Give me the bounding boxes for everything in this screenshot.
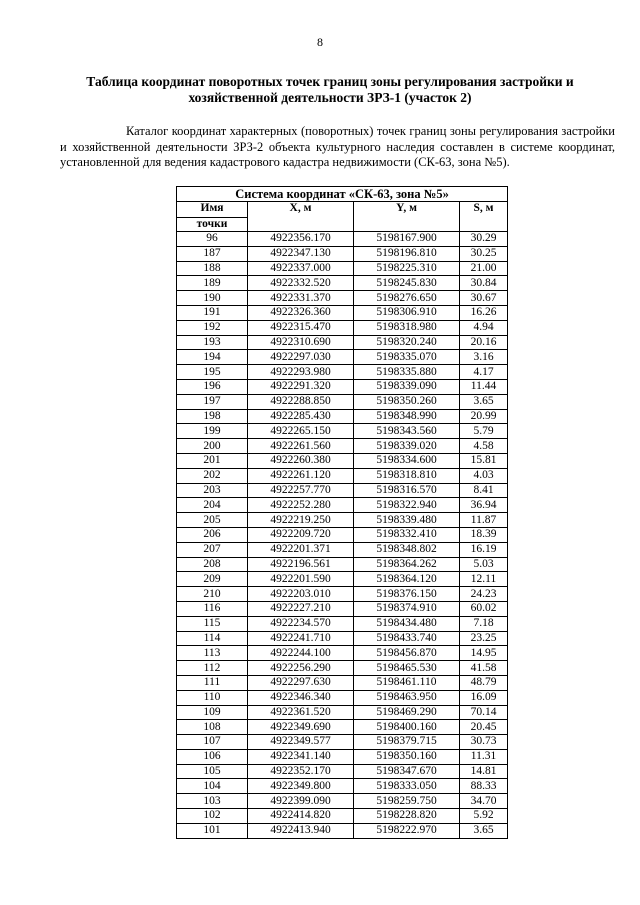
point-name-cell: 194 <box>177 350 248 365</box>
y-cell: 5198364.262 <box>354 557 460 572</box>
point-name-cell: 209 <box>177 572 248 587</box>
x-cell: 4922332.520 <box>248 276 354 291</box>
s-cell: 4.03 <box>460 468 508 483</box>
table-row <box>177 675 508 690</box>
y-cell: 5198433.740 <box>354 631 460 646</box>
s-cell: 30.84 <box>460 276 508 291</box>
table-row <box>177 453 508 468</box>
catalog-description: Каталог координат характерных (поворотных) точек границ зоны регулирования застройки и хозяйственной деятельности ЗРЗ-2 объекта культурного наследия составлен в системе координат, установленной для ведения кадастрового кадастра недвижимости (СК-63, зона №5). <box>60 124 615 169</box>
x-cell: 4922244.100 <box>248 646 354 661</box>
y-cell: 5198316.570 <box>354 483 460 498</box>
s-cell: 4.94 <box>460 320 508 335</box>
col-header-point-name-line2: точки <box>177 218 248 232</box>
point-name-cell: 206 <box>177 527 248 542</box>
y-cell: 5198456.870 <box>354 646 460 661</box>
table-row <box>177 779 508 794</box>
s-cell: 14.95 <box>460 646 508 661</box>
x-cell: 4922293.980 <box>248 365 354 380</box>
y-cell: 5198259.750 <box>354 794 460 809</box>
table-row <box>177 661 508 676</box>
table-row <box>177 498 508 513</box>
y-cell: 5198306.910 <box>354 305 460 320</box>
table-row <box>177 646 508 661</box>
point-name-cell: 114 <box>177 631 248 646</box>
point-name-cell: 112 <box>177 661 248 676</box>
point-name-cell: 193 <box>177 335 248 350</box>
y-cell: 5198196.810 <box>354 246 460 261</box>
point-name-cell: 116 <box>177 601 248 616</box>
point-name-cell: 196 <box>177 379 248 394</box>
s-cell: 20.16 <box>460 335 508 350</box>
x-cell: 4922201.590 <box>248 572 354 587</box>
point-name-cell: 104 <box>177 779 248 794</box>
y-cell: 5198335.070 <box>354 350 460 365</box>
table-row <box>177 794 508 809</box>
table-row <box>177 468 508 483</box>
s-cell: 8.41 <box>460 483 508 498</box>
page-title <box>60 74 600 106</box>
point-name-cell: 101 <box>177 823 248 838</box>
s-cell: 11.31 <box>460 749 508 764</box>
s-cell: 11.87 <box>460 513 508 528</box>
title-line-1: Таблица координат поворотных точек границ зоны регулирования застройки и <box>86 74 574 89</box>
table-row <box>177 483 508 498</box>
x-cell: 4922356.170 <box>248 232 354 247</box>
x-cell: 4922315.470 <box>248 320 354 335</box>
s-cell: 16.09 <box>460 690 508 705</box>
col-header-x: X, м <box>248 202 354 232</box>
table-row <box>177 542 508 557</box>
y-cell: 5198347.670 <box>354 764 460 779</box>
table-row <box>177 379 508 394</box>
table-row <box>177 587 508 602</box>
table-row <box>177 513 508 528</box>
x-cell: 4922261.120 <box>248 468 354 483</box>
table-row <box>177 246 508 261</box>
s-cell: 16.26 <box>460 305 508 320</box>
table-row <box>177 305 508 320</box>
point-name-cell: 208 <box>177 557 248 572</box>
s-cell: 20.99 <box>460 409 508 424</box>
s-cell: 15.81 <box>460 453 508 468</box>
point-name-cell: 200 <box>177 439 248 454</box>
s-cell: 12.11 <box>460 572 508 587</box>
s-cell: 4.58 <box>460 439 508 454</box>
table-row <box>177 572 508 587</box>
point-name-cell: 108 <box>177 720 248 735</box>
x-cell: 4922414.820 <box>248 809 354 824</box>
y-cell: 5198332.410 <box>354 527 460 542</box>
y-cell: 5198376.150 <box>354 587 460 602</box>
x-cell: 4922196.561 <box>248 557 354 572</box>
coordinates-table <box>176 186 508 839</box>
x-cell: 4922331.370 <box>248 291 354 306</box>
y-cell: 5198463.950 <box>354 690 460 705</box>
s-cell: 3.65 <box>460 394 508 409</box>
x-cell: 4922347.130 <box>248 246 354 261</box>
table-row <box>177 409 508 424</box>
table-row <box>177 276 508 291</box>
table-row <box>177 350 508 365</box>
s-cell: 70.14 <box>460 705 508 720</box>
point-name-cell: 198 <box>177 409 248 424</box>
x-cell: 4922227.210 <box>248 601 354 616</box>
y-cell: 5198334.600 <box>354 453 460 468</box>
point-name-cell: 113 <box>177 646 248 661</box>
s-cell: 30.67 <box>460 291 508 306</box>
y-cell: 5198339.480 <box>354 513 460 528</box>
x-cell: 4922260.380 <box>248 453 354 468</box>
y-cell: 5198333.050 <box>354 779 460 794</box>
s-cell: 3.65 <box>460 823 508 838</box>
s-cell: 11.44 <box>460 379 508 394</box>
y-cell: 5198348.990 <box>354 409 460 424</box>
s-cell: 16.19 <box>460 542 508 557</box>
table-row <box>177 232 508 247</box>
y-cell: 5198245.830 <box>354 276 460 291</box>
x-cell: 4922326.360 <box>248 305 354 320</box>
s-cell: 14.81 <box>460 764 508 779</box>
y-cell: 5198343.560 <box>354 424 460 439</box>
y-cell: 5198374.910 <box>354 601 460 616</box>
table-row <box>177 809 508 824</box>
s-cell: 34.70 <box>460 794 508 809</box>
x-cell: 4922361.520 <box>248 705 354 720</box>
table-row <box>177 320 508 335</box>
table-row <box>177 616 508 631</box>
s-cell: 36.94 <box>460 498 508 513</box>
table-row <box>177 749 508 764</box>
point-name-cell: 110 <box>177 690 248 705</box>
point-name-cell: 207 <box>177 542 248 557</box>
table-row <box>177 261 508 276</box>
y-cell: 5198167.900 <box>354 232 460 247</box>
table-row <box>177 823 508 838</box>
x-cell: 4922297.030 <box>248 350 354 365</box>
point-name-cell: 103 <box>177 794 248 809</box>
s-cell: 60.02 <box>460 601 508 616</box>
x-cell: 4922241.710 <box>248 631 354 646</box>
y-cell: 5198228.820 <box>354 809 460 824</box>
x-cell: 4922256.290 <box>248 661 354 676</box>
x-cell: 4922201.371 <box>248 542 354 557</box>
x-cell: 4922252.280 <box>248 498 354 513</box>
y-cell: 5198339.020 <box>354 439 460 454</box>
table-row <box>177 720 508 735</box>
s-cell: 88.33 <box>460 779 508 794</box>
s-cell: 41.58 <box>460 661 508 676</box>
x-cell: 4922288.850 <box>248 394 354 409</box>
s-cell: 5.03 <box>460 557 508 572</box>
point-name-cell: 210 <box>177 587 248 602</box>
s-cell: 30.29 <box>460 232 508 247</box>
point-name-cell: 109 <box>177 705 248 720</box>
point-name-cell: 204 <box>177 498 248 513</box>
s-cell: 5.92 <box>460 809 508 824</box>
y-cell: 5198364.120 <box>354 572 460 587</box>
s-cell: 20.45 <box>460 720 508 735</box>
s-cell: 23.25 <box>460 631 508 646</box>
point-name-cell: 105 <box>177 764 248 779</box>
table-row <box>177 631 508 646</box>
col-header-s: S, м <box>460 202 508 232</box>
x-cell: 4922349.800 <box>248 779 354 794</box>
point-name-cell: 192 <box>177 320 248 335</box>
point-name-cell: 102 <box>177 809 248 824</box>
y-cell: 5198348.802 <box>354 542 460 557</box>
x-cell: 4922341.140 <box>248 749 354 764</box>
x-cell: 4922297.630 <box>248 675 354 690</box>
table-row <box>177 601 508 616</box>
table-row <box>177 439 508 454</box>
s-cell: 3.16 <box>460 350 508 365</box>
point-name-cell: 111 <box>177 675 248 690</box>
x-cell: 4922219.250 <box>248 513 354 528</box>
y-cell: 5198350.260 <box>354 394 460 409</box>
table-row <box>177 527 508 542</box>
table-row <box>177 291 508 306</box>
x-cell: 4922352.170 <box>248 764 354 779</box>
x-cell: 4922265.150 <box>248 424 354 439</box>
point-name-cell: 96 <box>177 232 248 247</box>
y-cell: 5198350.160 <box>354 749 460 764</box>
coordinate-system-header: Система координат «СК-63, зона №5» <box>177 187 508 202</box>
table-row <box>177 705 508 720</box>
x-cell: 4922209.720 <box>248 527 354 542</box>
title-line-2: хозяйственной деятельности ЗРЗ-1 (участок 2) <box>188 90 472 105</box>
point-name-cell: 201 <box>177 453 248 468</box>
x-cell: 4922413.940 <box>248 823 354 838</box>
x-cell: 4922349.690 <box>248 720 354 735</box>
point-name-cell: 202 <box>177 468 248 483</box>
s-cell: 30.25 <box>460 246 508 261</box>
x-cell: 4922291.320 <box>248 379 354 394</box>
x-cell: 4922234.570 <box>248 616 354 631</box>
col-header-point-name: Имя <box>177 202 248 218</box>
x-cell: 4922349.577 <box>248 735 354 750</box>
y-cell: 5198318.980 <box>354 320 460 335</box>
s-cell: 30.73 <box>460 735 508 750</box>
point-name-cell: 106 <box>177 749 248 764</box>
point-name-cell: 187 <box>177 246 248 261</box>
s-cell: 48.79 <box>460 675 508 690</box>
y-cell: 5198225.310 <box>354 261 460 276</box>
point-name-cell: 203 <box>177 483 248 498</box>
y-cell: 5198318.810 <box>354 468 460 483</box>
x-cell: 4922310.690 <box>248 335 354 350</box>
table-row <box>177 735 508 750</box>
x-cell: 4922399.090 <box>248 794 354 809</box>
y-cell: 5198339.090 <box>354 379 460 394</box>
y-cell: 5198320.240 <box>354 335 460 350</box>
point-name-cell: 189 <box>177 276 248 291</box>
table-row <box>177 335 508 350</box>
page-number: 8 <box>317 35 323 49</box>
table-row <box>177 690 508 705</box>
point-name-cell: 205 <box>177 513 248 528</box>
point-name-cell: 188 <box>177 261 248 276</box>
coordinates-table-body <box>177 232 508 839</box>
s-cell: 5.79 <box>460 424 508 439</box>
table-row <box>177 394 508 409</box>
y-cell: 5198379.715 <box>354 735 460 750</box>
table-row <box>177 424 508 439</box>
x-cell: 4922346.340 <box>248 690 354 705</box>
y-cell: 5198434.480 <box>354 616 460 631</box>
point-name-cell: 199 <box>177 424 248 439</box>
x-cell: 4922261.560 <box>248 439 354 454</box>
y-cell: 5198461.110 <box>354 675 460 690</box>
point-name-cell: 107 <box>177 735 248 750</box>
x-cell: 4922285.430 <box>248 409 354 424</box>
x-cell: 4922337.000 <box>248 261 354 276</box>
s-cell: 7.18 <box>460 616 508 631</box>
point-name-cell: 191 <box>177 305 248 320</box>
y-cell: 5198276.650 <box>354 291 460 306</box>
col-header-y: Y, м <box>354 202 460 232</box>
point-name-cell: 115 <box>177 616 248 631</box>
y-cell: 5198400.160 <box>354 720 460 735</box>
table-row <box>177 557 508 572</box>
y-cell: 5198322.940 <box>354 498 460 513</box>
point-name-cell: 190 <box>177 291 248 306</box>
x-cell: 4922257.770 <box>248 483 354 498</box>
s-cell: 4.17 <box>460 365 508 380</box>
table-row <box>177 365 508 380</box>
point-name-cell: 195 <box>177 365 248 380</box>
y-cell: 5198335.880 <box>354 365 460 380</box>
s-cell: 21.00 <box>460 261 508 276</box>
point-name-cell: 197 <box>177 394 248 409</box>
x-cell: 4922203.010 <box>248 587 354 602</box>
y-cell: 5198465.530 <box>354 661 460 676</box>
s-cell: 24.23 <box>460 587 508 602</box>
s-cell: 18.39 <box>460 527 508 542</box>
y-cell: 5198222.970 <box>354 823 460 838</box>
table-row <box>177 764 508 779</box>
y-cell: 5198469.290 <box>354 705 460 720</box>
